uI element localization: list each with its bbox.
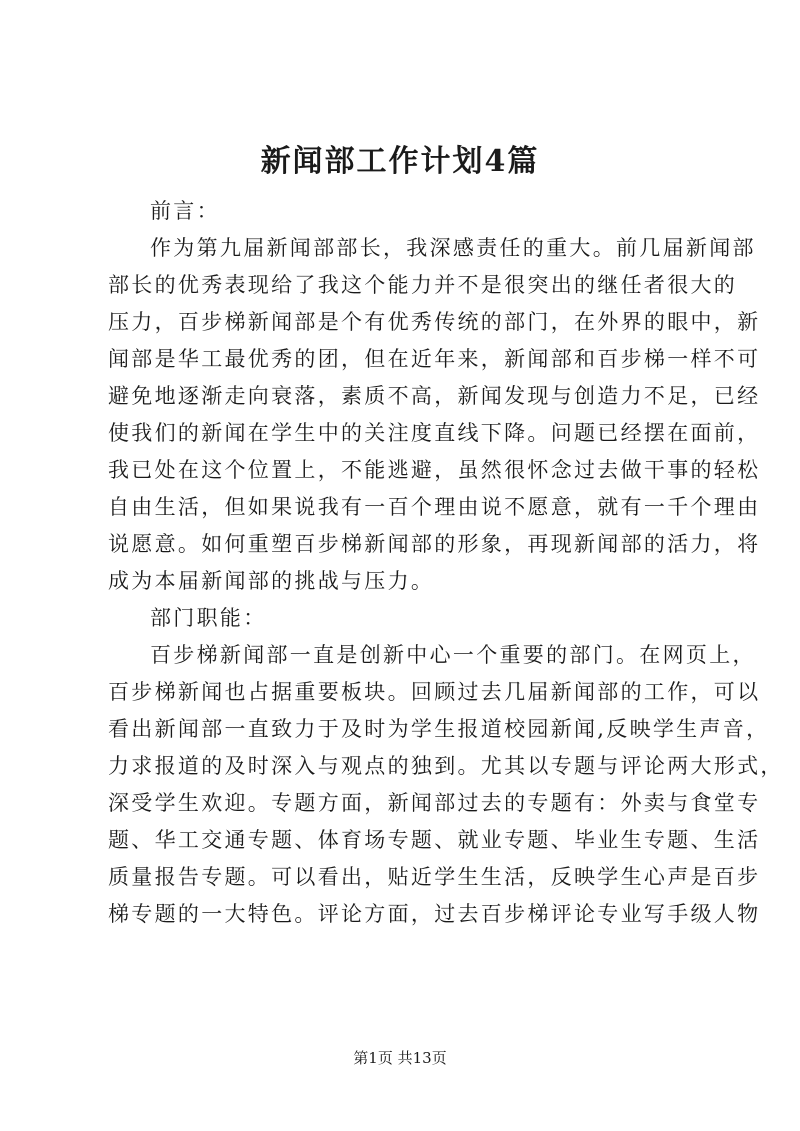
document-title: 新闻部工作计划4篇 bbox=[260, 144, 540, 179]
paragraph-line: 部长的优秀表现给了我这个能力并不是很突出的继任者很大的 bbox=[108, 273, 738, 297]
paragraph-line: 深受学生欢迎。专题方面，新闻部过去的专题有：外卖与食堂专 bbox=[108, 791, 761, 815]
paragraph-line: 成为本届新闻部的挑战与压力。 bbox=[108, 569, 435, 593]
paragraph-line: 避免地逐渐走向衰落，素质不高，新闻发现与创造力不足，已经 bbox=[108, 384, 761, 408]
paragraph-line: 闻部是华工最优秀的团，但在近年来，新闻部和百步梯一样不可 bbox=[108, 347, 761, 371]
paragraph-line: 压力，百步梯新闻部是个有优秀传统的部门，在外界的眼中，新 bbox=[108, 310, 761, 334]
paragraph-line: 百步梯新闻部一直是创新中心一个重要的部门。在网页上， bbox=[150, 643, 756, 667]
paragraph-line: 说愿意。如何重塑百步梯新闻部的形象，再现新闻部的活力，将 bbox=[108, 532, 761, 556]
section-heading-functions: 部门职能： bbox=[150, 606, 267, 630]
paragraph-line: 梯专题的一大特色。评论方面，过去百步梯评论专业写手级人物 bbox=[108, 902, 761, 926]
paragraph-line: 题、华工交通专题、体育场专题、就业专题、毕业生专题、生活 bbox=[108, 828, 761, 852]
paragraph-line: 质量报告专题。可以看出，贴近学生生活，反映学生心声是百步 bbox=[108, 865, 761, 889]
page-footer: 第1页 共13页 bbox=[353, 1049, 447, 1067]
paragraph-line: 百步梯新闻也占据重要板块。回顾过去几届新闻部的工作，可以 bbox=[108, 680, 761, 704]
paragraph-line: 力求报道的及时深入与观点的独到。尤其以专题与评论两大形式， bbox=[108, 754, 784, 778]
paragraph-line: 我已处在这个位置上，不能逃避，虽然很怀念过去做干事的轻松 bbox=[108, 458, 761, 482]
section-heading-preface: 前言： bbox=[150, 199, 220, 223]
paragraph-line: 看出新闻部一直致力于及时为学生报道校园新闻,反映学生声音， bbox=[108, 717, 770, 741]
paragraph-line: 使我们的新闻在学生中的关注度直线下降。问题已经摆在面前， bbox=[108, 421, 761, 445]
paragraph-line: 自由生活，但如果说我有一百个理由说不愿意，就有一千个理由 bbox=[108, 495, 761, 519]
paragraph-line: 作为第九届新闻部部长，我深感责任的重大。前几届新闻部 bbox=[150, 236, 756, 260]
